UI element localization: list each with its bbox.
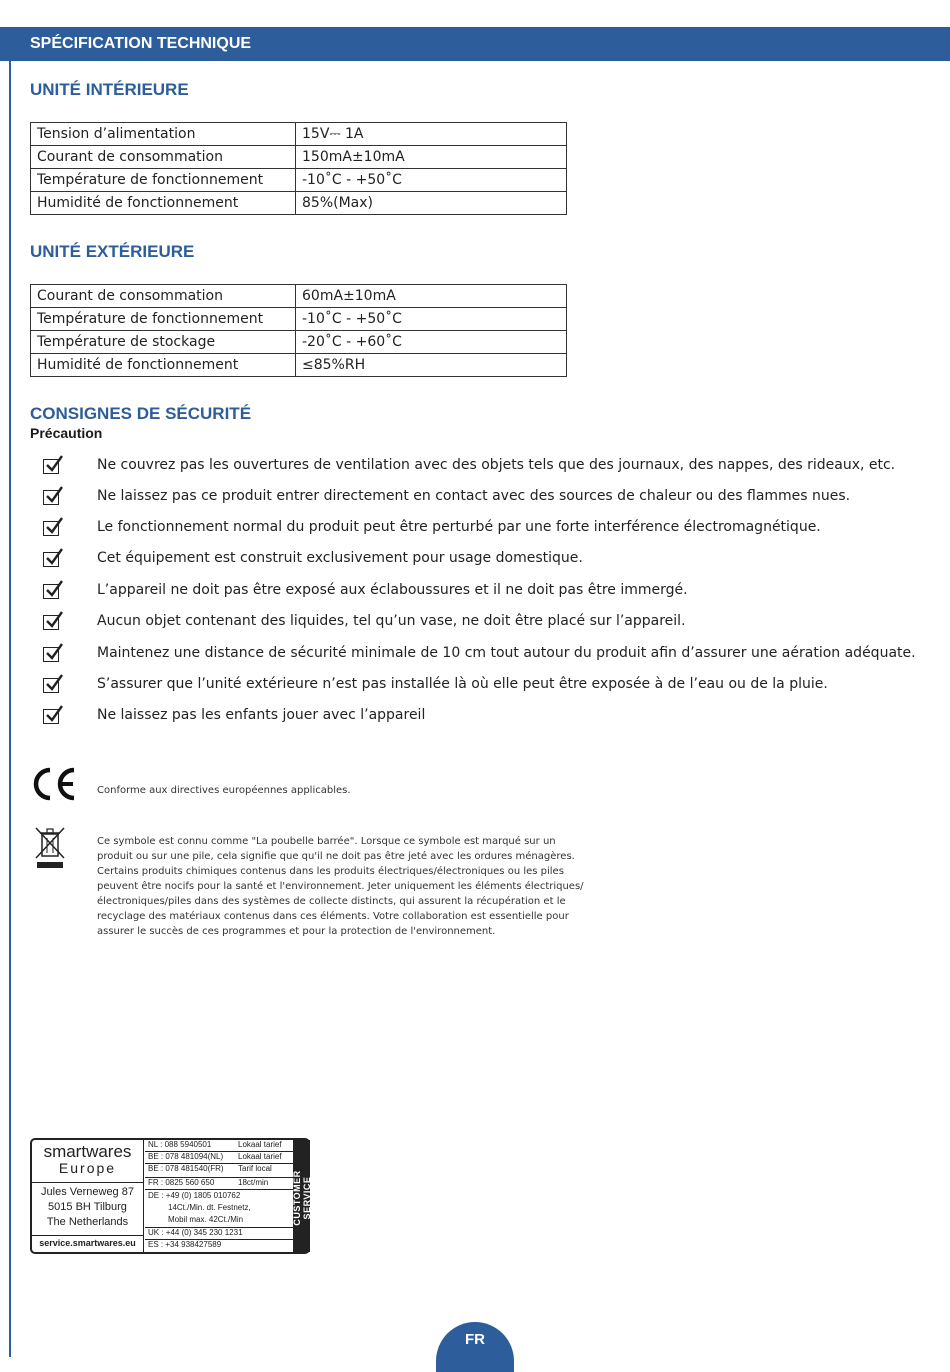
spec-value: 60mA±10mA [296,285,567,308]
spec-value: -10˚C - +50˚C [296,308,567,331]
phone-rate: Lokaal tarief [238,1140,282,1149]
safety-item-text: Cet équipement est construit exclusivement pour usage domestique. [97,550,583,566]
list-item [0,645,950,669]
outdoor-unit-title: UNITÉ EXTÉRIEURE [30,242,195,261]
divider [32,1235,143,1236]
phone-row [145,1228,293,1240]
spec-label: Humidité de fonctionnement [31,354,296,377]
brand-logo: smartwares [43,1142,132,1161]
safety-item-text: Ne laissez pas les enfants jouer avec l’appareil [97,707,426,723]
phone-number: BE : 078 481094(NL) [148,1152,224,1161]
ce-mark-icon [30,766,78,802]
address-line: Jules Verneweg 87 [41,1186,134,1198]
phone-row [145,1178,293,1190]
phone-row [145,1164,293,1178]
spec-value: -20˚C - +60˚C [296,331,567,354]
indoor-spec-table [30,122,567,215]
checkbox-checked-icon [43,615,59,630]
checkbox-checked-icon [43,709,59,724]
list-item [0,488,950,512]
crossed-bin-icon [34,826,66,870]
weee-line: peuvent être nocifs pour la santé et l'environnement. Jeter uniquement les éléments électriques/ [97,881,584,892]
language-tab: FR [436,1322,514,1372]
weee-line: Certains produits chimiques contenus dans les produits électriques/électroniques ou les piles [97,866,564,877]
spec-label: Température de stockage [31,331,296,354]
table-row [31,169,567,192]
phone-number: BE : 078 481540(FR) [148,1164,224,1173]
phone-rate-note: 14Ct./Min. dt. Festnetz, [168,1203,251,1212]
spec-label: Température de fonctionnement [31,169,296,192]
table-row [31,123,567,146]
phone-rate: Lokaal tarief [238,1152,282,1161]
spec-label: Courant de consommation [31,146,296,169]
safety-item-text: Maintenez une distance de sécurité minimale de 10 cm tout autour du produit afin d’assurer une aération adéquate. [97,645,916,661]
phone-number: FR : 0825 560 650 [148,1178,215,1187]
safety-item-text: S’assurer que l’unité extérieure n’est pas installée là où elle peut être exposée à de l’eau ou de la pluie. [97,676,828,692]
ce-conformity-text: Conforme aux directives européennes applicables. [97,785,351,796]
spec-label: Température de fonctionnement [31,308,296,331]
list-item [0,519,950,543]
weee-line: recyclage des matériaux contenus dans ces éléments. Votre collaboration est essentielle pour [97,911,569,922]
list-item [0,613,950,637]
brand-subtitle: Europe [58,1160,117,1176]
phone-number: DE : +49 (0) 1805 010762 [148,1191,241,1200]
indoor-unit-title: UNITÉ INTÉRIEURE [30,80,189,99]
service-website: service.smartwares.eu [39,1238,136,1248]
page-header: SPÉCIFICATION TECHNIQUE [0,27,950,61]
safety-item-text: Le fonctionnement normal du produit peut être perturbé par une forte interférence électromagnétique. [97,519,821,535]
list-item [0,550,950,574]
safety-item-text: Ne couvrez pas les ouvertures de ventilation avec des objets tels que des journaux, des nappes, des rideaux, etc. [97,457,896,473]
spec-label: Tension d’alimentation [31,123,296,146]
weee-line: Ce symbole est connu comme "La poubelle barrée". Lorsque ce symbole est marqué sur un [97,836,556,847]
spec-value: -10˚C - +50˚C [296,169,567,192]
weee-line: assurer le succès de ces programmes et pour la protection de l'environnement. [97,926,496,937]
spec-value: 15V⎓ 1A [296,123,567,146]
list-item [0,707,950,731]
customer-service-box [30,1138,310,1254]
safety-title: CONSIGNES DE SÉCURITÉ [30,404,252,423]
list-item [0,676,950,700]
address-line: The Netherlands [46,1216,129,1228]
customer-service-label: CUSTOMER SERVICE [292,1170,312,1226]
checkbox-checked-icon [43,584,59,599]
phone-row [145,1240,293,1252]
table-row [31,308,567,331]
brand-column [32,1140,144,1252]
phone-rate-note: Mobil max. 42Ct./Min [168,1215,244,1224]
checkbox-checked-icon [43,647,59,662]
spec-value: ≤85%RH [296,354,567,377]
phone-rate: Tarif local [238,1164,272,1173]
weee-line: électroniques/piles dans des systèmes de collecte distincts, qui assurent la récupération et le [97,896,566,907]
spec-label: Courant de consommation [31,285,296,308]
service-label-column [293,1140,310,1252]
table-row [31,354,567,377]
phone-list [145,1140,293,1252]
checkbox-checked-icon [43,521,59,536]
checkbox-checked-icon [43,459,59,474]
spec-label: Humidité de fonctionnement [31,192,296,215]
divider [32,1182,143,1183]
address-line: 5015 BH Tilburg [48,1201,127,1213]
phone-row [145,1140,293,1152]
phone-number: UK : +44 (0) 345 230 1231 [148,1228,243,1237]
spec-value: 150mA±10mA [296,146,567,169]
checkbox-checked-icon [43,678,59,693]
precaution-subtitle: Précaution [30,425,103,441]
phone-number: NL : 088 5940501 [148,1140,212,1149]
safety-item-text: Aucun objet contenant des liquides, tel qu’un vase, ne doit être placé sur l’appareil. [97,613,686,629]
table-row [31,192,567,215]
company-address [32,1185,143,1230]
spec-value: 85%(Max) [296,192,567,215]
safety-item-text: L’appareil ne doit pas être exposé aux éclaboussures et il ne doit pas être immergé. [97,582,688,598]
table-row [31,146,567,169]
phone-number: ES : +34 938427589 [148,1240,222,1249]
checkbox-checked-icon [43,552,59,567]
weee-line: produit ou sur une pile, cela signifie que qu'il ne doit pas être jeté avec les ordures ménagères. [97,851,575,862]
table-row [31,285,567,308]
phone-rate: 18ct/min [238,1178,269,1187]
safety-item-text: Ne laissez pas ce produit entrer directement en contact avec des sources de chaleur ou des flammes nues. [97,488,851,504]
table-row [31,331,567,354]
phone-row [145,1190,293,1228]
list-item [0,582,950,606]
weee-description [97,834,597,939]
list-item [0,457,950,481]
checkbox-checked-icon [43,490,59,505]
phone-row [145,1152,293,1164]
outdoor-spec-table [30,284,567,377]
